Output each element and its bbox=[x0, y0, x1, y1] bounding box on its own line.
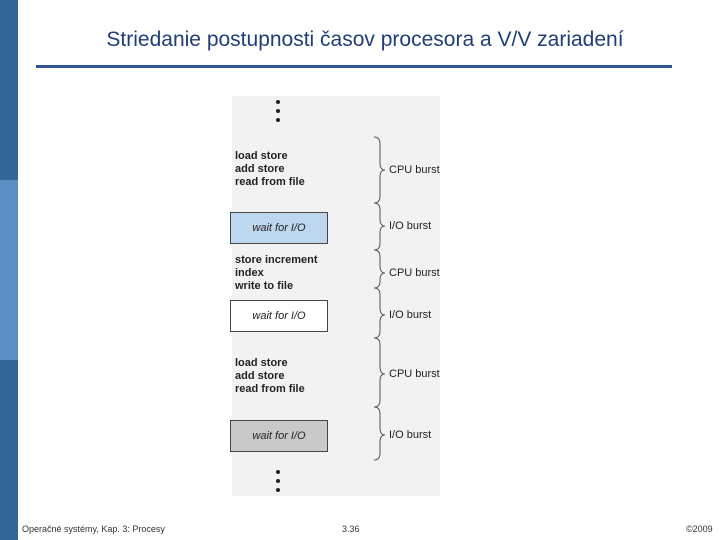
cpu-code-block-2 bbox=[235, 254, 318, 293]
code-line: load store bbox=[235, 357, 288, 369]
burst-label: CPU burst bbox=[389, 368, 440, 380]
brace-io-3 bbox=[374, 407, 385, 460]
burst-braces bbox=[370, 130, 390, 465]
dot bbox=[276, 470, 280, 474]
io-wait-box-3: wait for I/O bbox=[230, 420, 328, 452]
footer-page-number: 3.36 bbox=[342, 524, 360, 534]
io-wait-box-1: wait for I/O bbox=[230, 212, 328, 244]
burst-label: CPU burst bbox=[389, 164, 440, 176]
title-underline bbox=[36, 65, 672, 68]
ellipsis-top bbox=[276, 100, 282, 127]
brace-io-2 bbox=[374, 288, 385, 338]
io-wait-box-2: wait for I/O bbox=[230, 300, 328, 332]
code-line: add store bbox=[235, 370, 285, 382]
ellipsis-bottom bbox=[276, 470, 282, 497]
brace-io-1 bbox=[374, 203, 385, 250]
code-line: add store bbox=[235, 163, 285, 175]
burst-label: I/O burst bbox=[389, 309, 432, 321]
dot bbox=[276, 118, 280, 122]
dot bbox=[276, 488, 280, 492]
side-accent-bar bbox=[0, 0, 18, 540]
code-line: write to file bbox=[235, 280, 294, 292]
burst-label: I/O burst bbox=[389, 220, 432, 232]
code-line: store increment bbox=[235, 254, 318, 266]
burst-label: I/O burst bbox=[389, 429, 432, 441]
cpu-code-block-1 bbox=[235, 150, 305, 189]
code-line: read from file bbox=[235, 176, 305, 188]
slide-title: Striedanie postupnosti časov procesora a V/V zariadení bbox=[106, 28, 624, 51]
cpu-code-block-3 bbox=[235, 357, 305, 396]
brace-cpu-3 bbox=[374, 338, 385, 407]
dot bbox=[276, 109, 280, 113]
burst-label: CPU burst bbox=[389, 267, 440, 279]
side-accent-segment bbox=[0, 180, 18, 360]
dot bbox=[276, 100, 280, 104]
brace-cpu-2 bbox=[374, 250, 385, 288]
code-line: load store bbox=[235, 150, 288, 162]
footer-copyright: ©2009 bbox=[686, 524, 713, 534]
brace-cpu-1 bbox=[374, 137, 385, 203]
code-line: read from file bbox=[235, 383, 305, 395]
footer-course-label: Operačné systémy, Kap. 3: Procesy bbox=[22, 524, 165, 534]
code-line: index bbox=[235, 267, 264, 279]
dot bbox=[276, 479, 280, 483]
